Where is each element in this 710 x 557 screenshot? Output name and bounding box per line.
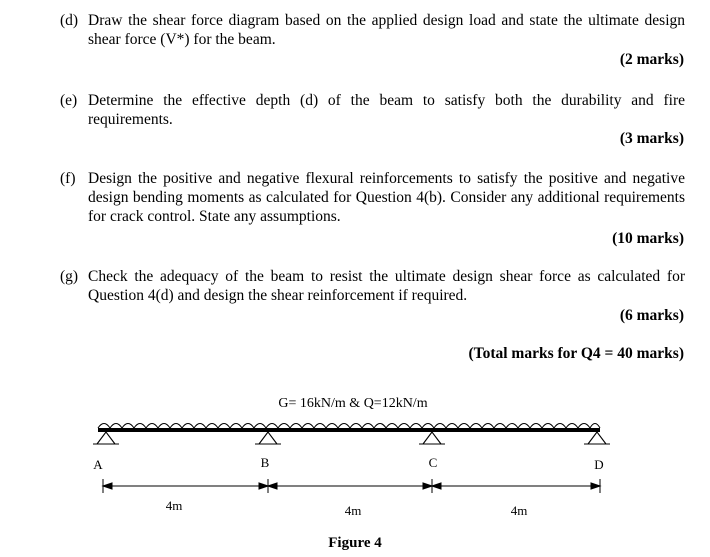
span-label-bc: 4m [344,503,362,518]
question-g [60,267,685,305]
support-c [419,432,445,444]
load-label: G= 16kN/m & Q=12kN/m [278,396,428,411]
support-d [584,432,610,444]
question-f [60,169,685,226]
question-d-marks: (2 marks) [619,51,684,68]
support-label-c: C [428,455,438,470]
question-e-text: Determine the effective depth (d) of the beam to satisfy both the durability and fire requirements. [88,92,685,128]
question-d-label: (d) [60,12,79,29]
span-label-ab: 4m [165,498,183,513]
question-e-marks: (3 marks) [619,130,684,147]
question-f-marks: (10 marks) [612,230,684,247]
dimension-line [103,479,600,493]
support-a [93,432,119,444]
figure-caption: Figure 4 [328,535,382,551]
question-g-label: (g) [60,268,79,285]
question-g-text: Check the adequacy of the beam to resist the ultimate design shear force as calculated for Question 4(d) and design the shear reinforcement if required. [88,268,685,304]
question-e [60,91,685,129]
question-f-text: Design the positive and negative flexural reinforcements to satisfy the positive and negative design bending moments as calculated for Question 4(b). Consider any additional requirements for crack control. State any assumptions. [88,170,685,225]
beam-figure [0,380,710,530]
support-label-a: A [93,457,103,472]
total-marks: (Total marks for Q4 = 40 marks) [468,345,684,362]
question-d [60,11,685,49]
support-b [255,432,281,444]
support-label-d: D [594,457,604,472]
distributed-load [98,424,600,429]
question-e-label: (e) [60,92,78,109]
question-f-label: (f) [60,170,76,187]
span-label-cd: 4m [510,503,528,518]
support-label-b: B [260,455,270,470]
question-d-text: Draw the shear force diagram based on the applied design load and state the ultimate design shear force (V*) for the beam. [88,12,685,48]
question-g-marks: (6 marks) [619,307,684,324]
